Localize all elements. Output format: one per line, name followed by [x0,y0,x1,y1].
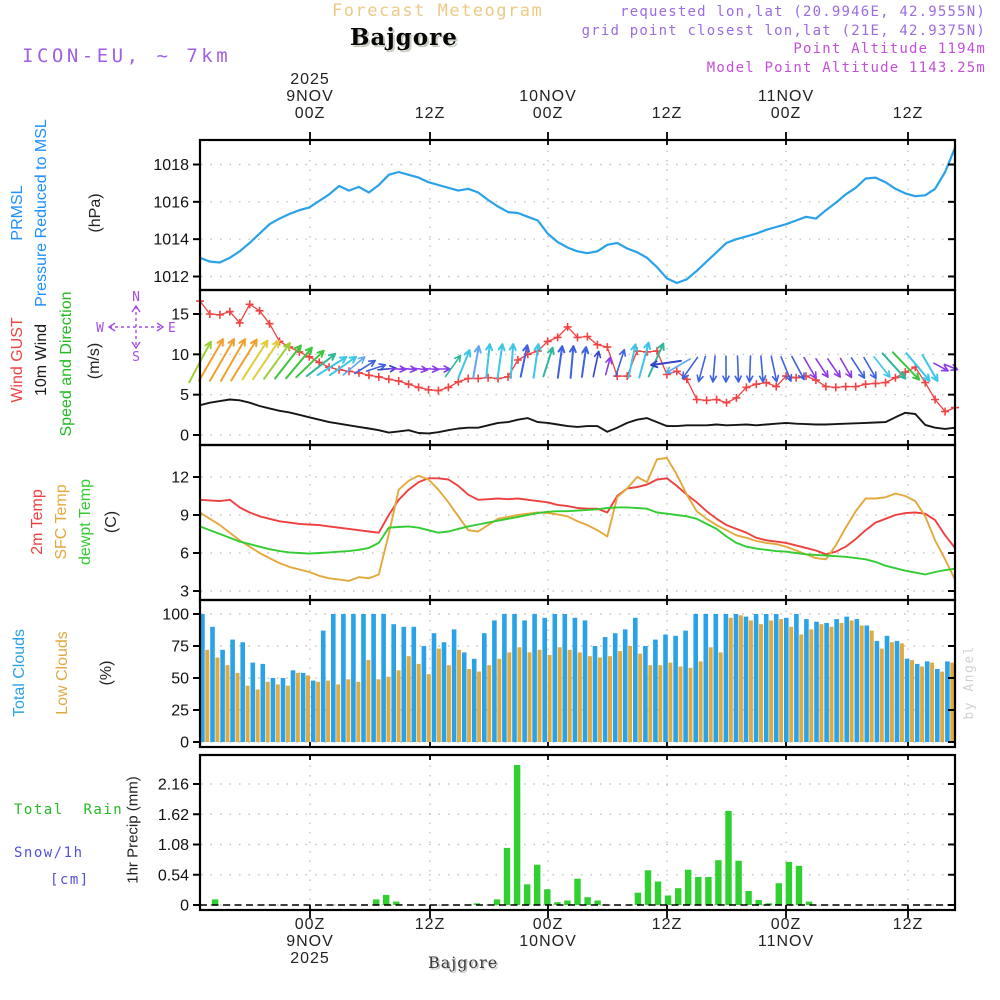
wind-10m-label: 10m Wind [33,323,50,397]
wind-direction-arrow [402,366,417,372]
wind-direction-arrow [852,358,865,378]
panel-wind [171,290,959,445]
time-label-top: 00Z [294,105,326,122]
pressure-axis-label-short: PRMSL [9,185,26,241]
time-label-top: 12Z [651,105,683,122]
point-altitude: Point Altitude 1194m [793,41,986,57]
low-clouds-label: Low Clouds [54,631,71,715]
wind-direction-arrow [446,355,461,376]
clouds-unit-label: (%) [98,660,115,686]
wind-direction-arrow [593,351,600,376]
wind-direction-arrow [510,344,516,378]
wind-direction-arrow [473,346,481,378]
clouds-ytick-label: 100 [162,606,189,624]
pressure-axis-label-long: Pressure Reduced to MSL [33,119,50,307]
panel-precip [158,755,955,915]
wind-direction-arrow [723,356,729,382]
wind-ytick-label: 0 [180,427,189,445]
wind-direction-arrow [828,359,840,377]
wind-direction-arrow [771,356,778,381]
wind-direction-arrow [264,343,290,379]
wind-speed-dir-label: Speed and Direction [58,291,75,437]
grid-point-coords: grid point closest lon,lat (21E, 42.9375N) [581,22,986,39]
panel-pressure [153,140,955,290]
temperature-ytick-label: 9 [180,507,189,525]
wind-direction-arrow [792,357,804,380]
footer-station-name: Bajgore [428,953,499,972]
clouds-ytick-label: 25 [171,702,189,720]
snow-label: Snow/1h [14,845,84,861]
pressure-ytick-label: 1018 [153,157,189,174]
time-label-bottom: 12Z [651,916,683,933]
temperature-ytick-label: 6 [180,545,189,563]
svg-text:S: S [132,350,140,365]
time-label-top: 10NOV [519,88,577,105]
pressure-ytick-label: 1014 [153,231,189,249]
geo-info-block [582,3,986,77]
pressure-ytick-label: 1012 [153,269,189,286]
wind-direction-arrow [735,356,741,382]
time-label-bottom: 00Z [294,916,326,933]
time-label-bottom: 00Z [532,916,564,933]
wind-direction-arrow [616,350,626,377]
clouds-ytick-label: 75 [171,638,189,656]
panel-temperature [171,445,955,601]
wind-direction-arrow [629,344,638,377]
pressure-unit-label: (hPa) [87,193,104,233]
time-label-bottom: 12Z [892,916,924,933]
total-rain-label: Total Rain [14,802,124,818]
wind-direction-arrow [558,346,565,378]
time-label-top: 12Z [414,105,446,122]
wind-direction-arrow [710,356,716,382]
time-label-top: 00Z [770,105,802,122]
wind-direction-arrow [606,357,612,374]
watermark: by Angel [962,645,977,720]
page-title: Forecast Meteogram [332,1,544,21]
wind-direction-arrow [760,356,766,382]
wind-direction-arrow [841,359,852,378]
svg-text:E: E [168,321,176,336]
wind-direction-arrow [275,346,301,379]
station-name: Bajgore [350,24,458,51]
time-label-bottom: 2025 [290,950,330,967]
wind-direction-arrow [521,345,529,376]
time-label-top: 11NOV [757,88,815,105]
precip-ytick-label: 1.08 [157,837,189,854]
temp-2m-label: 2m Temp [29,489,46,555]
wind-direction-arrow [486,344,492,378]
wind-direction-arrow [582,347,588,377]
wind-direction-arrow [683,357,698,378]
time-label-bottom: 10NOV [519,933,577,950]
time-label-top: 9NOV [286,88,334,105]
precip-axis-label: 1hr Precip (mm) [124,776,142,884]
wind-direction-arrow [747,356,753,382]
model-point-altitude: Model Point Altitude 1143.25m [706,59,986,76]
svg-text:W: W [96,321,104,336]
model-name-label: ICON-EU, ~ 7km [22,45,232,67]
snow-unit-label: [cm] [50,872,90,888]
time-label-bottom: 12Z [414,916,446,933]
wind-direction-arrow [697,356,705,381]
svg-text:N: N [132,290,140,305]
wind-ytick-label: 5 [180,387,189,405]
wind-direction-arrow [923,355,938,381]
wind-direction-arrow [570,346,576,378]
wind-ytick-label: 15 [171,306,189,324]
precip-ytick-label: 0 [180,897,189,915]
temp-unit-label: (C) [103,510,120,534]
precip-ytick-label: 2.16 [157,776,189,794]
precip-ytick-label: 1.62 [157,806,189,824]
clouds-ytick-label: 0 [180,734,189,752]
temp-dewpt-label: dewpt Temp [77,479,94,565]
temperature-ytick-label: 12 [171,469,189,487]
wind-ytick-label: 10 [171,346,189,364]
wind-direction-arrow [534,344,541,378]
time-label-bottom: 11NOV [757,933,815,950]
time-label-bottom: 9NOV [286,933,334,950]
wind-direction-arrow [243,341,268,380]
time-label-top: 2025 [290,71,330,88]
wind-compass-icon [96,290,176,365]
clouds-ytick-label: 50 [171,670,189,688]
precip-ytick-label: 0.54 [157,867,189,885]
time-label-bottom: 00Z [770,916,802,933]
wind-direction-arrow [639,343,650,378]
panel-clouds [162,600,955,752]
wind-direction-arrow [816,359,828,377]
requested-coords: requested lon,lat (20.9946E, 42.9555N) [620,4,986,20]
wind-direction-arrow [781,357,791,381]
wind-direction-arrow [498,344,505,378]
wind-direction-arrow [543,348,553,377]
wind-direction-arrow [864,358,876,379]
time-label-top: 00Z [532,105,564,122]
total-clouds-label: Total Clouds [11,628,28,718]
wind-gust-label: Wind GUST [9,317,26,403]
time-label-top: 12Z [892,105,924,122]
temperature-ytick-label: 3 [180,583,189,601]
temp-sfc-label: SFC Temp [53,484,70,560]
wind-unit-label: (m/s) [86,342,103,380]
wind-direction-arrow [458,350,470,378]
pressure-ytick-label: 1016 [153,194,189,212]
